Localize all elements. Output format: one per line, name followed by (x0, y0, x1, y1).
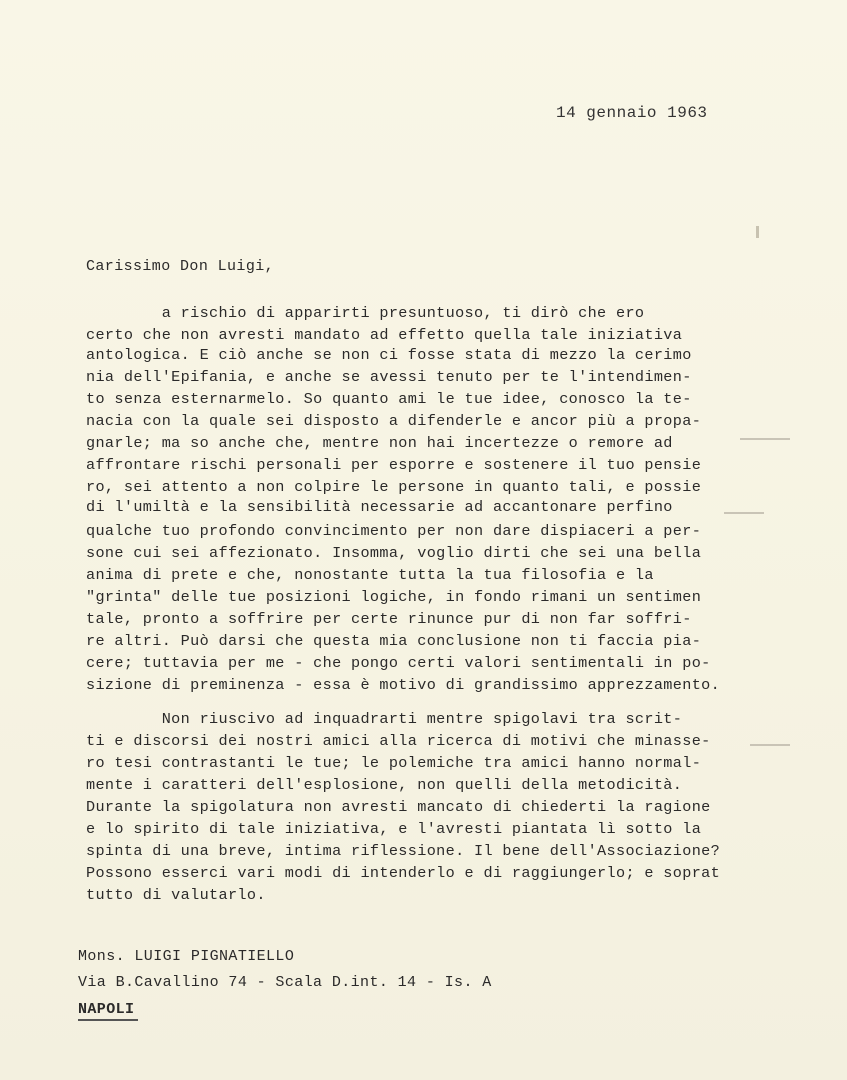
text-line: Non riuscivo ad inquadrarti mentre spigolavi tra scrit- (86, 710, 683, 728)
text-line: mente i caratteri dell'esplosione, non quelli della metodicità. (86, 776, 683, 794)
text-line: nacia con la quale sei disposto a difenderle e ancor più a propa- (86, 412, 702, 430)
text-line: certo che non avresti mandato ad effetto quella tale iniziativa (86, 326, 683, 344)
text-line: re altri. Può darsi che questa mia conclusione non ti faccia pia- (86, 632, 702, 650)
margin-mark (750, 744, 790, 746)
text-line: Durante la spigolatura non avresti mancato di chiederti la ragione (86, 798, 711, 816)
salutation: Carissimo Don Luigi, (86, 258, 275, 275)
recipient-street: Via B.Cavallino 74 - Scala D.int. 14 - Is. A (78, 974, 492, 991)
text-line: qualche tuo profondo convincimento per non dare dispiaceri a per- (86, 522, 702, 540)
text-line: antologica. E ciò anche se non ci fosse stata di mezzo la cerimo (86, 346, 692, 364)
text-line: gnarle; ma so anche che, mentre non hai incertezze o remore ad (86, 434, 673, 452)
text-line: ro, sei attento a non colpire le persone in quanto tali, e possie (86, 478, 702, 496)
text-line: affrontare rischi personali per esporre e sostenere il tuo pensie (86, 456, 702, 474)
text-line: Possono esserci vari modi di intenderlo e di raggiungerlo; e soprat (86, 864, 721, 882)
text-line: "grinta" delle tue posizioni logiche, in fondo rimani un sentimen (86, 588, 702, 606)
text-line: tutto di valutarlo. (86, 886, 266, 904)
text-line: a rischio di apparirti presuntuoso, ti dirò che ero (86, 304, 645, 322)
text-line: tale, pronto a soffrire per certe rinunce pur di non far soffri- (86, 610, 692, 628)
text-line: ti e discorsi dei nostri amici alla ricerca di motivi che minasse- (86, 732, 711, 750)
text-line: ro tesi contrastanti le tue; le polemiche tra amici hanno normal- (86, 754, 702, 772)
margin-mark (724, 512, 764, 514)
paper-mark (756, 226, 759, 238)
text-line: to senza esternarmelo. So quanto ami le tue idee, conosco la te- (86, 390, 692, 408)
text-line: nia dell'Epifania, e anche se avessi tenuto per te l'intendimen- (86, 368, 692, 386)
text-line: e lo spirito di tale iniziativa, e l'avresti piantata lì sotto la (86, 820, 702, 838)
letter-date: 14 gennaio 1963 (556, 104, 708, 122)
text-line: cere; tuttavia per me - che pongo certi valori sentimentali in po- (86, 654, 711, 672)
text-line: sizione di preminenza - essa è motivo di grandissimo apprezzamento. (86, 676, 721, 694)
recipient-city: NAPOLI (78, 1001, 135, 1018)
margin-mark (740, 438, 790, 440)
text-line: spinta di una breve, intima riflessione. Il bene dell'Associazione? (86, 842, 721, 860)
text-line: sone cui sei affezionato. Insomma, voglio dirti che sei una bella (86, 544, 702, 562)
city-underline (78, 1019, 138, 1021)
text-line: di l'umiltà e la sensibilità necessarie ad accantonare perfino (86, 498, 673, 516)
recipient-name: Mons. LUIGI PIGNATIELLO (78, 948, 295, 965)
text-line: anima di prete e che, nonostante tutta la tua filosofia e la (86, 566, 654, 584)
